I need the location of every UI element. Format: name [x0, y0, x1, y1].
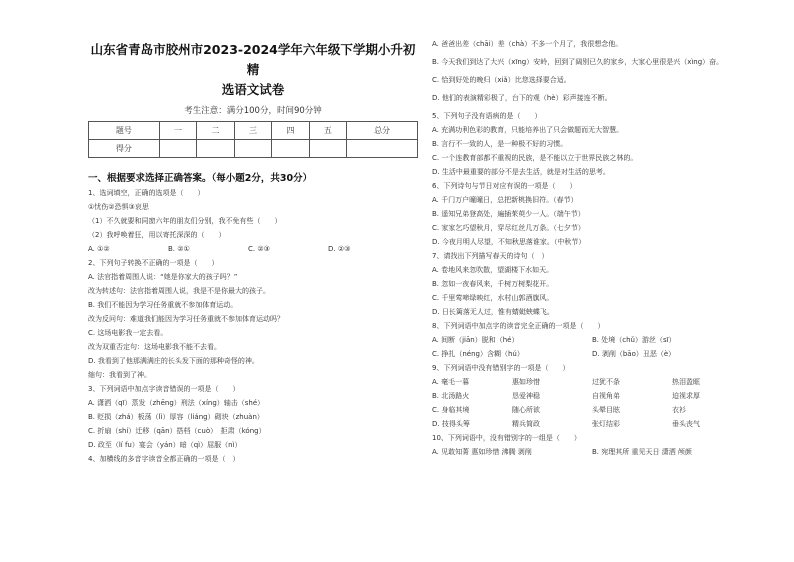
option: C. 挣扎（néng）含糊（hú）: [432, 350, 524, 358]
option: 张灯结彩: [592, 420, 620, 428]
option: 头晕目眩: [592, 406, 620, 414]
score-cell: 三: [234, 122, 271, 140]
score-cell: 四: [272, 122, 309, 140]
question-line: C. 折扇（shí）迁移（qān）搭档（cuò） 拒肃（kóng）: [88, 427, 266, 435]
question-stem: 3、下列词语中加点字读音错误的一项是（ ）: [88, 385, 240, 393]
question-line: B. 贬损（zhá）板荡（lì）厚容（liáng）砌块（zhuàn）: [88, 413, 264, 421]
option: 惠如珍惜: [512, 378, 540, 386]
option: 随心所欲: [512, 406, 540, 414]
score-cell-blank[interactable]: [159, 140, 196, 158]
question-line: A. 充满功利色彩的教育，只能培养出了只会做题而无大智慧。: [432, 126, 624, 134]
question-options: [432, 448, 752, 457]
question-stem: 10、下列词语中，没有错别字的一组是（ ）: [432, 434, 581, 442]
option: B. ②①: [168, 245, 190, 253]
question-line: C. 千里莺啼绿映红，水村山郭酒旗风。: [432, 294, 554, 302]
exam-title-line1: 山东省青岛市胶州市2023-2024学年六年级下学期小升初精: [90, 42, 416, 77]
question-line: D. 生活中最重要的部分不是去生活，就是对生活的思考。: [432, 168, 610, 176]
option: 垂头丧气: [672, 420, 700, 428]
option: D. 剥削（bāo）丑恶（è）: [592, 350, 676, 358]
option: A. 间断（jiān）脱和（hé）: [432, 336, 519, 344]
question-stem: 6、下列诗句与节日对应有误的一项是（ ）: [432, 182, 577, 190]
question-options: [88, 245, 418, 254]
question-stem: 7、请找出下列描写春天的诗句（ ）: [432, 252, 549, 260]
question-line: D. 政至（lí fu）宴会（yán）暗（qì）屈服（nì）: [88, 441, 242, 449]
question-options: [432, 420, 752, 429]
score-cell: 总分: [347, 122, 418, 140]
option: B. 宛理其所 重见天日 潇洒 颅颜: [592, 448, 692, 456]
question-stem: 4、加横线的多音字读音全都正确的一项是（ ）: [88, 455, 240, 463]
question-stem: 8、下列词语中加点字的读音完全正确的一项是（ ）: [432, 322, 605, 330]
option: 迫视求厚: [672, 392, 700, 400]
score-cell: 五: [309, 122, 346, 140]
question-line: B. 我们不能因为学习任务重就不参加体育运动。: [88, 301, 238, 309]
question-line: D. 我看到了他那满满庄的长头发下面的那种奇怪的神。: [88, 357, 259, 365]
option: B. 北汤路火: [432, 392, 470, 400]
question-line: （2）我呼唤着狂，用以寄托深深的（ ）: [88, 231, 226, 239]
question-options: [432, 350, 752, 359]
option: A. 毫毛一暮: [432, 378, 470, 386]
section-heading: 一、根据要求选择正确答案。（每小题2分，共30分）: [88, 173, 313, 184]
option: 恳爱神稳: [512, 392, 540, 400]
score-cell: 题号: [89, 122, 160, 140]
question-line: D. 日长篱落无人过，惟有蜻蜓蛱蝶飞。: [432, 308, 554, 316]
question-line: C. 家家乞巧望秋月，穿尽红丝几万条。（七夕节）: [432, 224, 585, 232]
question-line: A. 千门万户曈曈日，总把新桃换旧符。（春节）: [432, 196, 578, 204]
right-column: [432, 40, 752, 457]
question-line: C. 恰到好处的晚归（xiǎ）比您选择要合适。: [432, 76, 571, 84]
question-line: A. 法官指着周围人说：“她是你家大的孩子吗？”: [88, 273, 238, 281]
question-stem: 2、下列句子转换不正确的一项是（ ）: [88, 259, 219, 267]
question-line: A. 卷地风来忽吹散，望湖楼下水如天。: [432, 266, 554, 274]
option: 热泪盈眶: [672, 378, 700, 386]
question-line: ①忧伤②恐惧③哀思: [88, 203, 149, 211]
option: D. 技得头筹: [432, 420, 470, 428]
question-line: 改为反问句：难道我们能因为学习任务重就不参加体育运动吗？: [88, 315, 284, 323]
question-options: [432, 378, 752, 387]
exam-title-line2: 选语文试卷: [221, 82, 285, 97]
exam-subtitle: 考生注意：满分100分，时间90分钟: [184, 106, 322, 116]
score-cell-blank[interactable]: [197, 140, 234, 158]
question-line: 改为双重否定句：这场电影我不能不去看。: [88, 343, 221, 351]
option: D. ②③: [328, 245, 351, 253]
score-cell: 一: [159, 122, 196, 140]
question-line: B. 言行不一致的人，是一种极不好的习惯。: [432, 140, 568, 148]
question-line: 缩句：我看到了神。: [88, 371, 151, 379]
option: 过犹不条: [592, 378, 620, 386]
option: C. ②③: [248, 245, 270, 253]
option: B. 处境（chǔ）游丝（sī）: [592, 336, 676, 344]
score-table-score-row: [89, 140, 418, 158]
question-line: 改为转述句：法官指着周围人说，我是不是你最大的孩子。: [88, 287, 270, 295]
option: 衣衫: [672, 406, 686, 414]
question-line: A. 潇洒（qī）蒸发（zhēng）刑法（xíng）轴击（shé）: [88, 399, 265, 407]
option: 自视角弟: [592, 392, 620, 400]
question-options: [432, 336, 752, 345]
question-line: A. 爸爸出差（chāi）差（chà）不多一个月了，我很想念他。: [432, 40, 623, 48]
question-line: B. 遥知兄弟登高处，遍插茱萸少一人。（端午节）: [432, 210, 585, 218]
option: A. ①②: [88, 245, 110, 253]
score-cell: 二: [197, 122, 234, 140]
score-cell: 得分: [89, 140, 160, 158]
question-line: C. 这场电影我一定去看。: [88, 329, 168, 337]
question-line: D. 今夜月明人尽望，不知秋思落谁家。（中秋节）: [432, 238, 586, 246]
score-cell-blank[interactable]: [234, 140, 271, 158]
question-line: D. 他们的表演精彩极了，台下的观（hè）彩声接连不断。: [432, 94, 612, 102]
question-stem: 1、选词填空，正确的选项是（ ）: [88, 189, 205, 197]
option: 精兵简政: [512, 420, 540, 428]
option: A. 见敢知菁 惠如珍惜 沸腾 剥削: [432, 448, 532, 456]
question-line: （1）不久就要和同窗六年的朋友们分别，我不免有些（ ）: [88, 217, 282, 225]
score-cell-blank[interactable]: [347, 140, 418, 158]
option: C. 身临其境: [432, 406, 470, 414]
question-line: B. 今天我们到达了大兴（xīng）安岭，回到了阔别已久的家乡，大家心里很是兴（xìng）奋。: [432, 58, 724, 66]
score-table-header-row: [89, 122, 418, 140]
question-options: [432, 406, 752, 415]
question-line: C. 一个连教育部都不重视的民族，是不能以立于世界民族之林的。: [432, 154, 638, 162]
question-options: [432, 392, 752, 401]
question-stem: 9、下列词语中没有错别字的一项是（ ）: [432, 364, 570, 372]
question-line: B. 忽如一夜春风来，千树万树梨花开。: [432, 280, 554, 288]
score-cell-blank[interactable]: [272, 140, 309, 158]
score-table: [88, 121, 418, 158]
left-column: [88, 40, 418, 464]
question-stem: 5、下列句子没有语病的是（ ）: [432, 112, 542, 120]
score-cell-blank[interactable]: [309, 140, 346, 158]
